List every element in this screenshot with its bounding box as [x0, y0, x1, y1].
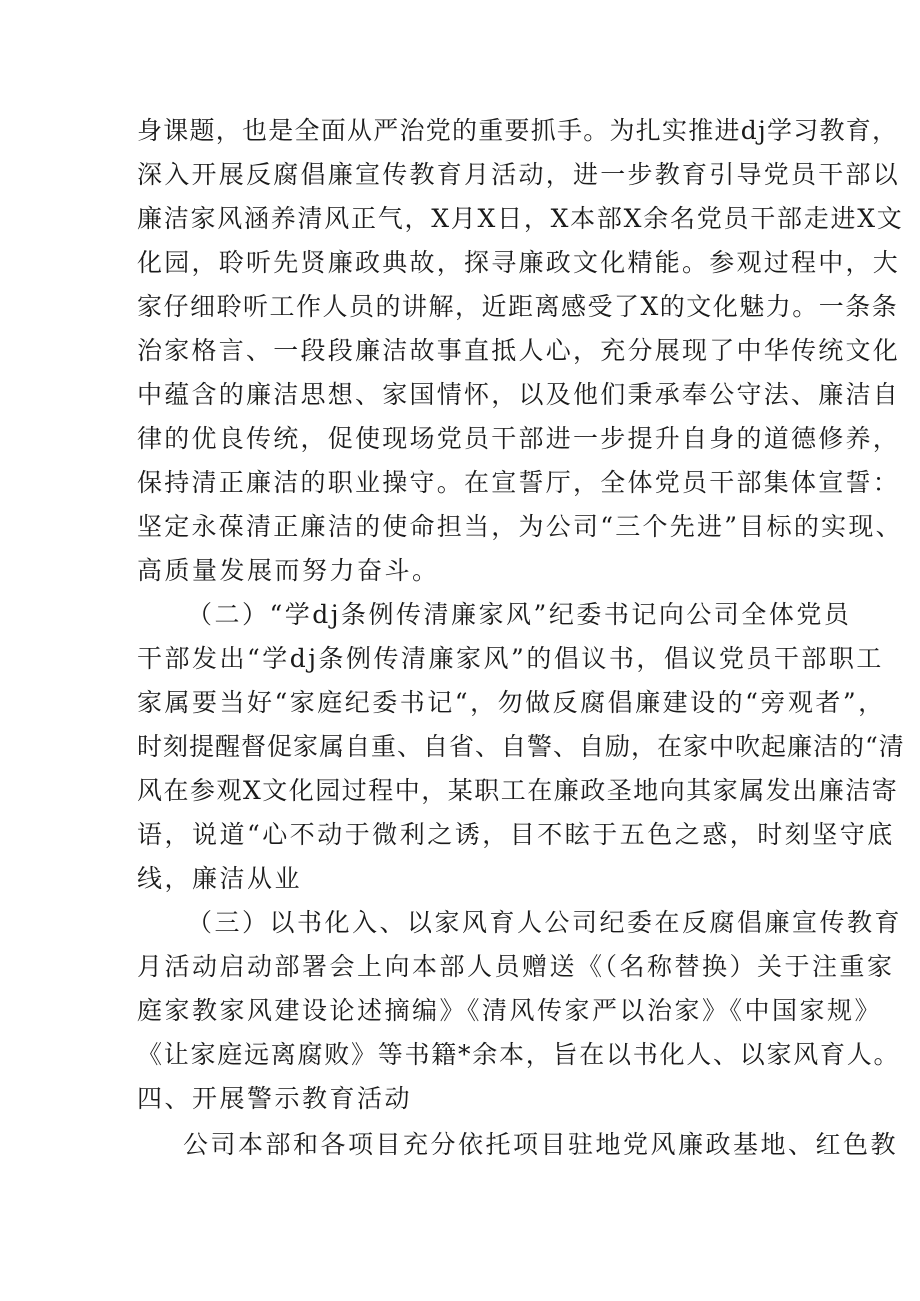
section-heading-line: （三）以书化入、以家风育人公司纪委在反腐倡廉宣传教育: [187, 908, 903, 937]
paragraph-line: 保持清正廉洁的职业操守。在宣誓厅，全体党员干部集体宣誓：: [137, 468, 901, 497]
paragraph-line: 家属要当好“家庭纪委书记“，勿做反腐倡廉建设的“旁观者”，: [137, 688, 886, 717]
section-heading: 四、开展警示教育活动: [137, 1084, 413, 1113]
paragraph-line: 语，说道“心不动于微利之诱，目不眩于五色之惑，时刻坚守底: [137, 820, 895, 849]
paragraph-line: 《让家庭远离腐败》等书籍*余本，旨在以书化人、以家风育人。: [137, 1040, 901, 1069]
paragraph-line: 廉洁家风涵养清风正气，X月X日，X本部X余名党员干部走进X文: [137, 204, 904, 233]
paragraph-line: 化园，聆听先贤廉政典故，探寻廉政文化精能。参观过程中，大: [137, 248, 901, 277]
paragraph-line: 坚定永葆清正廉洁的使命担当，为公司“三个先进”目标的实现、: [137, 512, 903, 541]
paragraph-line: 中蕴含的廉洁思想、家国情怀，以及他们秉承奉公守法、廉洁自: [137, 380, 901, 409]
paragraph-line: 干部发出“学dj条例传清廉家风”的倡议书，倡议党员干部职工: [137, 644, 884, 673]
paragraph-line: 身课题，也是全面从严治党的重要抓手。为扎实推进dj学习教育，: [137, 116, 899, 145]
paragraph-line: 家仔细聆听工作人员的讲解，近距离感受了X的文化魅力。一条条: [137, 292, 899, 321]
paragraph-line: 律的优良传统，促使现场党员干部进一步提升自身的道德修养，: [137, 424, 901, 453]
paragraph-line: 时刻提醒督促家属自重、自省、自警、自励，在家中吹起廉洁的“清: [137, 732, 905, 761]
paragraph-line: 线，廉洁从业: [137, 864, 303, 893]
section-heading-line: （二）“学dj条例传清廉家风”纪委书记向公司全体党员: [187, 600, 852, 629]
paragraph-line: 公司本部和各项目充分依托项目驻地党风廉政基地、红色教: [183, 1130, 899, 1159]
paragraph-line: 庭家教家风建设论述摘编》《清风传家严以治家》《中国家规》: [137, 996, 883, 1025]
paragraph-line: 高质量发展而努力奋斗。: [137, 556, 440, 585]
paragraph-line: 深入开展反腐倡廉宣传教育月活动，进一步教育引导党员干部以: [137, 160, 901, 189]
paragraph-line: 治家格言、一段段廉洁故事直抵人心，充分展现了中华传统文化: [137, 336, 901, 365]
paragraph-line: 风在参观X文化园过程中，某职工在廉政圣地向其家属发出廉洁寄: [137, 776, 899, 805]
paragraph-line: 月活动启动部署会上向本部人员赠送《（名称替换）关于注重家: [137, 952, 895, 981]
